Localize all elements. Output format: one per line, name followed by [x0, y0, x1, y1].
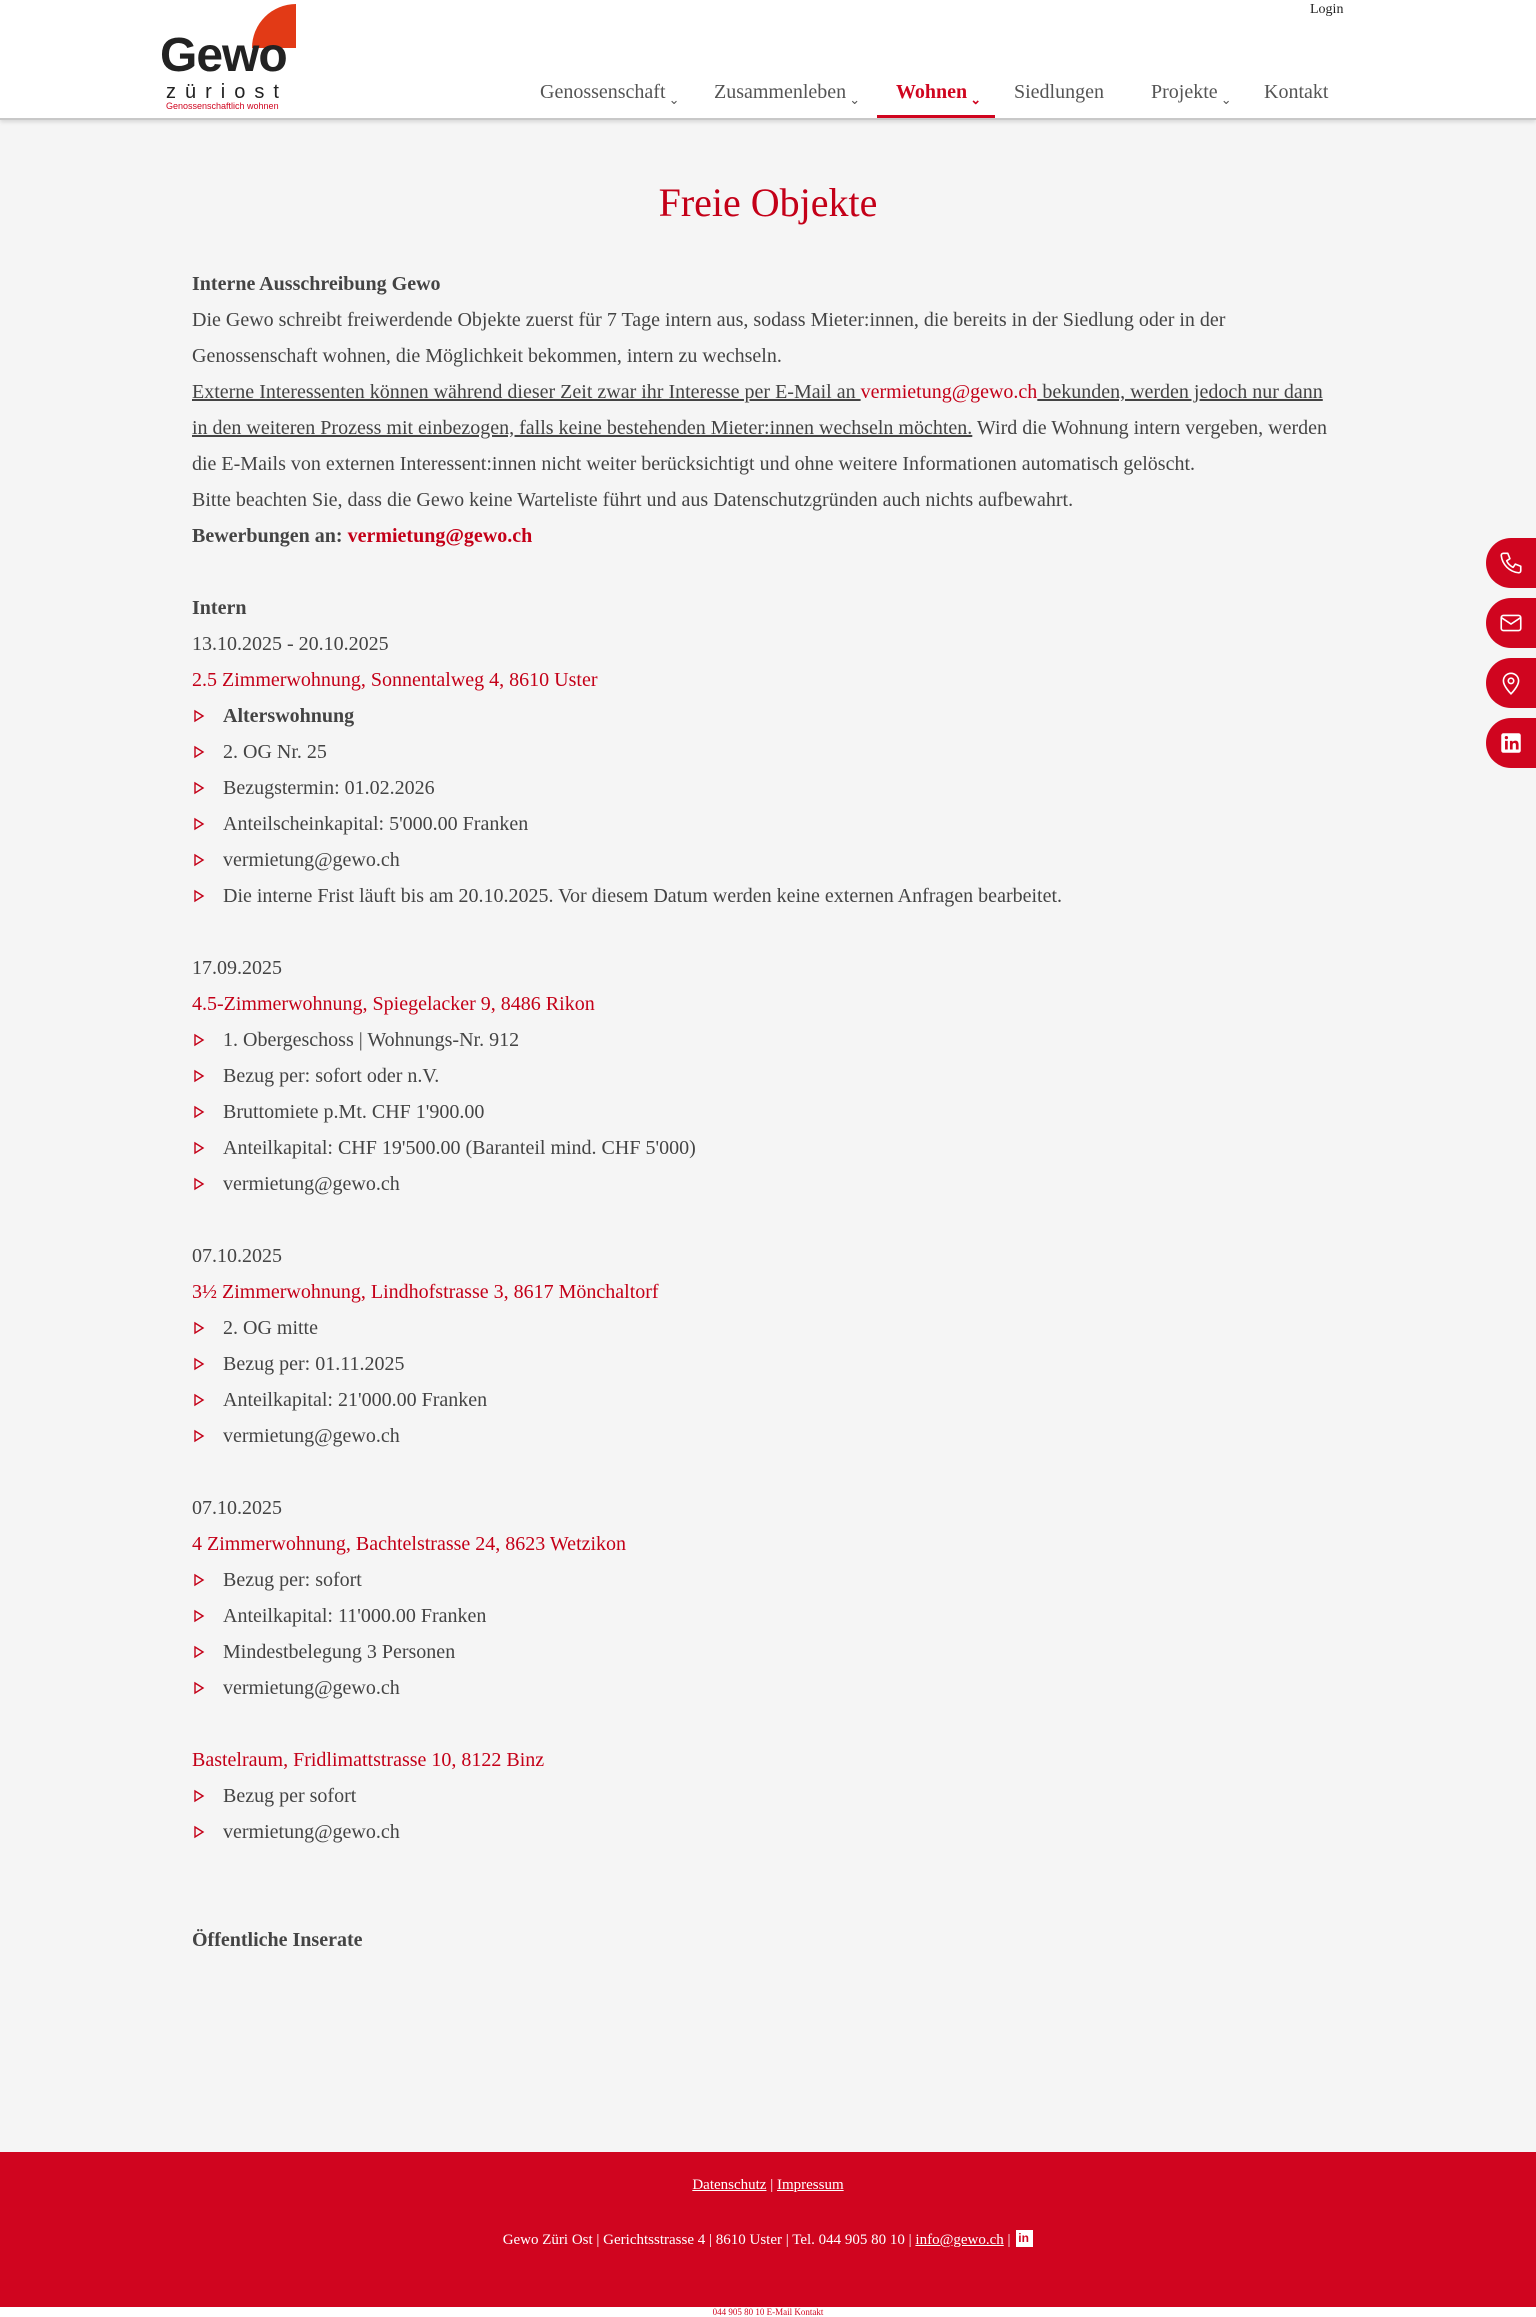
list-item	[192, 1562, 1342, 1598]
list-item-text: Anteilkapital: 21'000.00 Franken	[223, 1389, 488, 1411]
linkedin-icon	[1498, 730, 1524, 756]
list-item	[192, 1058, 1342, 1094]
apply-label: Bewerbungen an:	[192, 525, 348, 547]
triangle-bullet-icon	[192, 1670, 206, 1706]
datenschutz-link[interactable]: Datenschutz	[692, 2177, 767, 2193]
list-item	[192, 842, 1342, 878]
main-content	[192, 266, 1342, 1958]
triangle-bullet-icon	[192, 1058, 206, 1094]
intro-heading: Interne Ausschreibung Gewo	[192, 273, 441, 295]
nav-label: Kontakt	[1264, 81, 1329, 103]
spacer	[192, 554, 1342, 590]
list-item-text: Mindestbelegung 3 Personen	[223, 1641, 456, 1663]
triangle-bullet-icon	[192, 1598, 206, 1634]
footer-separator: |	[766, 2177, 777, 2193]
triangle-bullet-icon	[192, 1022, 206, 1058]
list-item-text: vermietung@gewo.ch	[223, 1677, 400, 1699]
list-item	[192, 698, 1342, 734]
list-item	[192, 878, 1342, 914]
list-item-text: Anteilscheinkapital: 5'000.00 Franken	[223, 813, 529, 835]
list-item	[192, 734, 1342, 770]
list-item	[192, 1418, 1342, 1454]
triangle-bullet-icon	[192, 806, 206, 842]
impressum-link[interactable]: Impressum	[776, 2177, 844, 2193]
triangle-bullet-icon	[192, 1382, 206, 1418]
apply-email-link[interactable]: vermietung@gewo.ch	[347, 525, 533, 547]
triangle-bullet-icon	[192, 1778, 206, 1814]
list-item-text: vermietung@gewo.ch	[223, 1425, 400, 1447]
list-item-text: vermietung@gewo.ch	[223, 1173, 400, 1195]
bottom-contact-strip: 044 905 80 10 E-Mail Kontakt	[0, 2307, 1536, 2317]
nav-zusammenleben[interactable]	[714, 78, 861, 107]
nav-label: Wohnen	[896, 81, 968, 103]
list-item-text: Anteilkapital: CHF 19'500.00 (Baranteil mind. CHF 5'000)	[223, 1137, 696, 1159]
list-item-text: Alterswohnung	[223, 705, 355, 727]
logo-word: Gewo	[160, 29, 287, 82]
list-item-text: Bruttomiete p.Mt. CHF 1'900.00	[223, 1101, 485, 1123]
listing-details	[192, 1022, 1342, 1202]
spacer	[192, 1850, 1342, 1922]
nav-label: Siedlungen	[1014, 81, 1104, 103]
intro-underlined-text-1: Externe Interessenten können während dieser Zeit zwar ihr Interesse per E-Mail an	[192, 381, 861, 403]
intern-heading: Intern	[192, 597, 247, 619]
list-item-text: Bezug per: 01.11.2025	[223, 1353, 405, 1375]
intro-paragraph-2	[192, 374, 1342, 482]
login-link[interactable]: Login	[1310, 2, 1344, 17]
active-nav-underline	[877, 115, 995, 118]
triangle-bullet-icon	[192, 1418, 206, 1454]
list-item	[192, 1130, 1342, 1166]
nav-label: Genossenschaft	[540, 81, 666, 103]
mail-icon	[1498, 610, 1524, 636]
list-item-text: 2. OG mitte	[223, 1317, 318, 1339]
triangle-bullet-icon	[192, 1130, 206, 1166]
nav-kontakt[interactable]	[1264, 78, 1328, 106]
intro-paragraph-3: Bitte beachten Sie, dass die Gewo keine Warteliste führt und aus Datenschutzgründen auch nichts aufbewahrt.	[192, 489, 1074, 511]
triangle-bullet-icon	[192, 698, 206, 734]
logo-sub: züriost	[166, 81, 288, 103]
list-item-text: vermietung@gewo.ch	[223, 849, 400, 871]
triangle-bullet-icon	[192, 878, 206, 914]
triangle-bullet-icon	[192, 1346, 206, 1382]
list-item	[192, 1814, 1342, 1850]
listing-title[interactable]: 2.5 Zimmerwohnung, Sonnentalweg 4, 8610 Uster	[192, 669, 598, 691]
triangle-bullet-icon	[192, 734, 206, 770]
nav-label: Projekte	[1151, 81, 1218, 103]
triangle-bullet-icon	[192, 1094, 206, 1130]
nav-wohnen[interactable]	[896, 78, 982, 107]
triangle-bullet-icon	[192, 1562, 206, 1598]
phone-icon	[1498, 550, 1524, 576]
list-item	[192, 1598, 1342, 1634]
nav-siedlungen[interactable]	[1014, 78, 1104, 106]
footer-address-text: Gewo Züri Ost | Gerichtsstrasse 4 | 8610 Uster | Tel. 044 905 80 10 |	[502, 2232, 916, 2248]
triangle-bullet-icon	[192, 1310, 206, 1346]
listing-date: 17.09.2025	[192, 957, 282, 979]
list-item-text: Bezug per sofort	[223, 1785, 357, 1807]
site-footer	[0, 2152, 1536, 2307]
footer-address	[0, 2230, 1536, 2250]
apply-line	[192, 518, 1342, 554]
spacer	[192, 1706, 1342, 1742]
listing-title[interactable]: 4.5-Zimmerwohnung, Spiegelacker 9, 8486 Rikon	[192, 993, 595, 1015]
nav-projekte[interactable]	[1151, 78, 1232, 107]
triangle-bullet-icon	[192, 1166, 206, 1202]
spacer	[192, 914, 1342, 950]
triangle-bullet-icon	[192, 1634, 206, 1670]
nav-genossenschaft[interactable]	[540, 78, 680, 107]
listing-title[interactable]: Bastelraum, Fridlimattstrasse 10, 8122 Binz	[192, 1749, 545, 1771]
gewo-logo[interactable]	[160, 2, 300, 114]
phone-button[interactable]	[1486, 538, 1536, 588]
mail-button[interactable]	[1486, 598, 1536, 648]
list-item	[192, 1346, 1342, 1382]
footer-email-link[interactable]: info@gewo.ch	[915, 2232, 1004, 2248]
list-item	[192, 1670, 1342, 1706]
spacer	[192, 1202, 1342, 1238]
footer-links	[0, 2175, 1536, 2195]
listing-details	[192, 698, 1342, 914]
triangle-bullet-icon	[192, 770, 206, 806]
list-item	[192, 806, 1342, 842]
linkedin-icon[interactable]	[1016, 2230, 1033, 2247]
intro-paragraph-1: Die Gewo schreibt freiwerdende Objekte zuerst für 7 Tage intern aus, sodass Mieter:innen, die bereits in der Siedlung oder in der Genossenschaft wohnen, die Möglichkeit bekommen, intern zu wechseln.	[192, 309, 1226, 367]
spacer	[192, 1454, 1342, 1490]
list-item-text: Bezug per: sofort	[223, 1569, 362, 1591]
list-item-text: Bezug per: sofort oder n.V.	[223, 1065, 440, 1087]
list-item	[192, 1094, 1342, 1130]
chevron-down-icon: ⌄	[1220, 92, 1232, 107]
list-item-text: Die interne Frist läuft bis am 20.10.2025. Vor diesem Datum werden keine externen Anfragen bearbeitet.	[223, 885, 1063, 907]
listing-date: 07.10.2025	[192, 1245, 282, 1267]
intro-underlined-text-2: bekunden, werden jedoch nur dann in den weiteren Prozess mit einbezogen, falls keine bestehenden Mieter:innen wechseln möchten.	[192, 381, 1323, 439]
list-item-text: Anteilkapital: 11'000.00 Franken	[223, 1605, 487, 1627]
intro-email-link[interactable]: vermietung@gewo.ch	[860, 381, 1038, 403]
linkedin-glyph: in	[1018, 2231, 1029, 2245]
list-item	[192, 1310, 1342, 1346]
intro-text-3: Wird die Wohnung intern vergeben, werden die E-Mails von externen Interessent:innen nicht weiter berücksichtigt und ohne weitere Informationen automatisch gelöscht.	[192, 417, 1328, 475]
list-item-text: 2. OG Nr. 25	[223, 741, 327, 763]
list-item	[192, 1166, 1342, 1202]
location-button[interactable]	[1486, 658, 1536, 708]
map-pin-icon	[1498, 670, 1524, 696]
listing-details	[192, 1562, 1342, 1706]
nav-label: Zusammenleben	[714, 81, 847, 103]
logo-tagline: Genossenschaftlich wohnen	[166, 101, 279, 111]
chevron-down-icon: ⌄	[970, 92, 982, 107]
chevron-down-icon: ⌄	[668, 92, 680, 107]
list-item-text: 1. Obergeschoss | Wohnungs-Nr. 912	[223, 1029, 520, 1051]
listing-title[interactable]: 3½ Zimmerwohnung, Lindhofstrasse 3, 8617 Mönchaltorf	[192, 1281, 659, 1303]
list-item	[192, 770, 1342, 806]
triangle-bullet-icon	[192, 1814, 206, 1850]
listing-date: 07.10.2025	[192, 1497, 282, 1519]
listing-details	[192, 1310, 1342, 1454]
list-item-text: vermietung@gewo.ch	[223, 1821, 400, 1843]
triangle-bullet-icon	[192, 842, 206, 878]
public-heading: Öffentliche Inserate	[192, 1929, 363, 1951]
site-header	[0, 0, 1536, 120]
linkedin-button[interactable]	[1486, 718, 1536, 768]
list-item	[192, 1022, 1342, 1058]
listing-title[interactable]: 4 Zimmerwohnung, Bachtelstrasse 24, 8623 Wetzikon	[192, 1533, 627, 1555]
listing-details	[192, 1778, 1342, 1850]
list-item	[192, 1634, 1342, 1670]
footer-separator: |	[1003, 2232, 1015, 2248]
list-item-text: Bezugstermin: 01.02.2026	[223, 777, 435, 799]
page-title: Freie Objekte	[658, 180, 878, 225]
list-item	[192, 1382, 1342, 1418]
list-item	[192, 1778, 1342, 1814]
chevron-down-icon: ⌄	[849, 92, 861, 107]
listing-date: 13.10.2025 - 20.10.2025	[192, 633, 389, 655]
